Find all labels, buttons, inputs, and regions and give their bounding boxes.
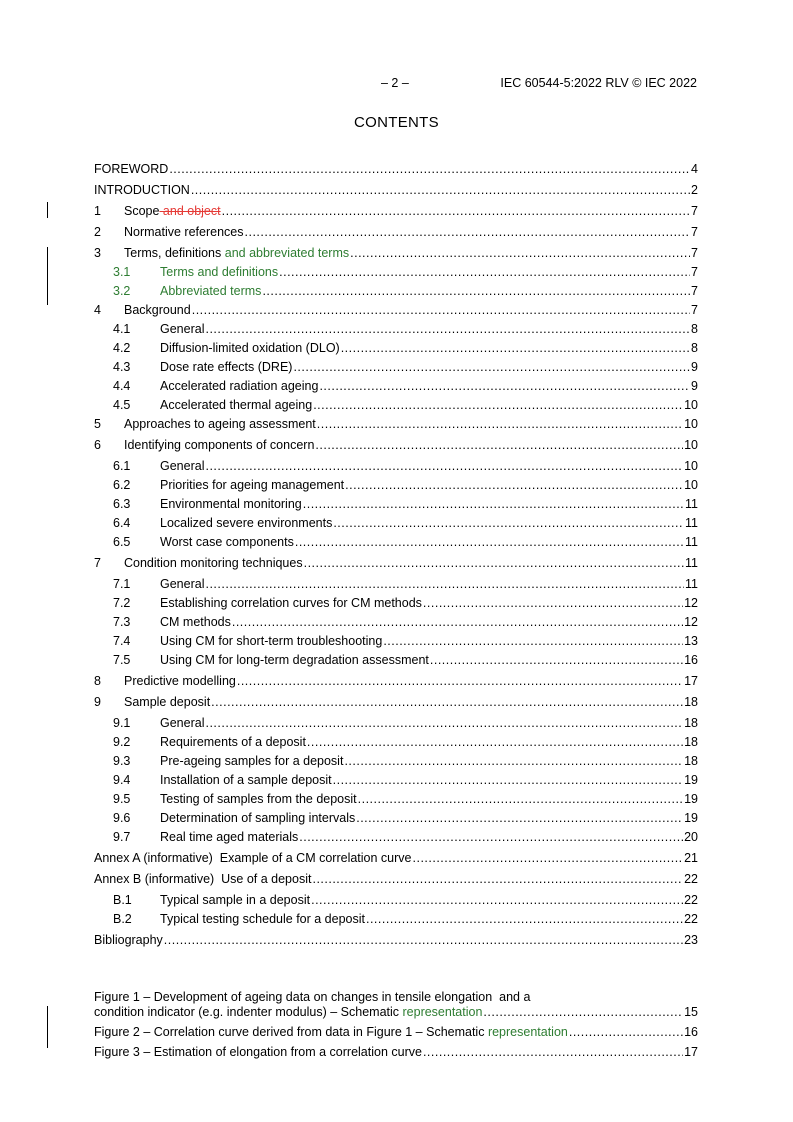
toc-entry-page: 10 (684, 417, 698, 431)
toc-entry-title: Worst case components (160, 535, 294, 549)
toc-entry-page: 7 (691, 204, 698, 218)
toc-entry-title: Annex A (informative) Example of a CM correlation curve (94, 851, 412, 865)
toc-entry[interactable] (94, 535, 698, 550)
toc-entry-title: General (160, 716, 205, 730)
toc-entry[interactable] (94, 417, 698, 432)
figure-1-line-1[interactable] (94, 990, 698, 1005)
toc-entry[interactable] (94, 596, 698, 611)
toc-entry-number: 4.3 (113, 360, 131, 374)
toc-entry[interactable] (94, 284, 698, 299)
toc-entry[interactable] (94, 912, 698, 927)
toc-entry-page: 18 (684, 735, 698, 749)
leader-dots (413, 851, 684, 866)
toc-entry-page: 8 (691, 322, 698, 336)
figure-1-title-start: Figure 1 – Development of ageing data on changes in tensile elongation and a (94, 990, 531, 1004)
toc-entry-title: Condition monitoring techniques (124, 556, 303, 570)
toc-entry-title: General (160, 459, 205, 473)
toc-entry-page: 4 (691, 162, 698, 176)
toc-entry[interactable] (94, 360, 698, 375)
toc-entry-page: 11 (685, 577, 698, 591)
figure-2-page: 16 (684, 1025, 698, 1039)
toc-entry[interactable] (94, 497, 698, 512)
toc-entry[interactable] (94, 478, 698, 493)
toc-entry-number: 4.2 (113, 341, 131, 355)
toc-entry-page: 11 (685, 556, 698, 570)
toc-entry[interactable] (94, 303, 698, 318)
toc-entry[interactable] (94, 872, 698, 887)
toc-entry[interactable] (94, 225, 698, 240)
toc-entry-number: 7.4 (113, 634, 131, 648)
toc-entry[interactable] (94, 754, 698, 769)
toc-entry[interactable] (94, 716, 698, 731)
leader-dots (345, 478, 683, 493)
toc-entry[interactable] (94, 811, 698, 826)
toc-entry-page: 17 (684, 674, 698, 688)
toc-entry[interactable] (94, 556, 698, 571)
leader-dots (423, 596, 683, 611)
toc-entry-title: Real time aged materials (160, 830, 299, 844)
toc-entry-number: 6.1 (113, 459, 131, 473)
toc-entry-page: 11 (685, 497, 698, 511)
toc-entry-title: Sample deposit (124, 695, 211, 709)
leader-dots (344, 754, 683, 769)
leader-dots (245, 225, 691, 240)
table-of-contents (94, 158, 698, 948)
leader-dots (299, 830, 683, 845)
toc-entry-title: Normative references (124, 225, 244, 239)
toc-entry-number: 6 (94, 438, 101, 452)
toc-entry-page: 8 (691, 341, 698, 355)
leader-dots (423, 1045, 683, 1060)
toc-entry-title: Approaches to ageing assessment (124, 417, 316, 431)
toc-entry-page: 2 (691, 183, 698, 197)
figure-3-entry[interactable] (94, 1045, 698, 1060)
leader-dots (293, 360, 690, 375)
toc-entry-number: 3.1 (113, 265, 131, 279)
toc-entry-number: 6.3 (113, 497, 131, 511)
toc-entry[interactable] (94, 341, 698, 356)
leader-dots (569, 1025, 683, 1040)
toc-entry-page: 10 (684, 398, 698, 412)
toc-entry-number: 7.2 (113, 596, 131, 610)
toc-entry-title: Identifying components of concern (124, 438, 315, 452)
toc-entry[interactable] (94, 577, 698, 592)
leader-dots (205, 459, 683, 474)
inserted-text: and abbreviated terms (221, 246, 350, 260)
toc-entry-page: 22 (684, 893, 698, 907)
toc-entry-page: 7 (691, 284, 698, 298)
toc-entry-page: 11 (685, 516, 698, 530)
leader-dots (205, 322, 690, 337)
toc-entry-page: 22 (684, 872, 698, 886)
toc-entry-title: Determination of sampling intervals (160, 811, 356, 825)
toc-entry[interactable] (94, 265, 698, 280)
toc-entry-title: Scope (124, 204, 160, 218)
toc-entry[interactable] (94, 246, 698, 261)
leader-dots (205, 716, 683, 731)
leader-dots (169, 162, 690, 177)
leader-dots (164, 933, 683, 948)
toc-entry[interactable] (94, 851, 698, 866)
toc-entry-title: Diffusion-limited oxidation (DLO) (160, 341, 340, 355)
leader-dots (279, 265, 690, 280)
toc-entry-number: B.2 (113, 912, 132, 926)
figure-2-inserted-text: representation (487, 1025, 568, 1039)
toc-entry-number: 9.4 (113, 773, 131, 787)
toc-entry-page: 19 (684, 773, 698, 787)
leader-dots (333, 773, 683, 788)
toc-entry-number: 6.4 (113, 516, 131, 530)
toc-entry-number: 9.3 (113, 754, 131, 768)
toc-entry-title: Abbreviated terms (160, 284, 262, 298)
leader-dots (237, 674, 683, 689)
document-id: IEC 60544-5:2022 RLV © IEC 2022 (500, 76, 697, 90)
toc-entry-title: Installation of a sample deposit (160, 773, 332, 787)
toc-entry-number: 5 (94, 417, 101, 431)
leader-dots (315, 438, 683, 453)
leader-dots (430, 653, 683, 668)
leader-dots (350, 246, 690, 261)
toc-entry-page: 22 (684, 912, 698, 926)
toc-entry-title: Bibliography (94, 933, 163, 947)
leader-dots (333, 516, 684, 531)
leader-dots (366, 912, 683, 927)
page-title: CONTENTS (354, 114, 439, 131)
deleted-text: and object (159, 204, 221, 218)
toc-entry-page: 7 (691, 265, 698, 279)
toc-entry-title: General (160, 322, 205, 336)
toc-entry[interactable] (94, 398, 698, 413)
toc-entry[interactable] (94, 933, 698, 948)
toc-entry-title: Establishing correlation curves for CM methods (160, 596, 422, 610)
toc-entry[interactable] (94, 162, 698, 177)
leader-dots (312, 872, 683, 887)
toc-entry-number: 9.6 (113, 811, 131, 825)
leader-dots (356, 811, 683, 826)
toc-entry-title: Requirements of a deposit (160, 735, 306, 749)
toc-entry-title: Localized severe environments (160, 516, 333, 530)
leader-dots (295, 535, 684, 550)
leader-dots (191, 183, 690, 198)
toc-entry-page: 9 (691, 360, 698, 374)
leader-dots (192, 303, 690, 318)
toc-entry-title: Using CM for short-term troubleshooting (160, 634, 383, 648)
toc-entry-title: Environmental monitoring (160, 497, 302, 511)
toc-entry[interactable] (94, 735, 698, 750)
figure-3-title: Figure 3 – Estimation of elongation from a correlation curve (94, 1045, 422, 1059)
toc-entry-page: 7 (691, 303, 698, 317)
toc-entry-number: 4 (94, 303, 101, 317)
toc-entry-page: 20 (684, 830, 698, 844)
toc-entry-number: 9.2 (113, 735, 131, 749)
toc-entry-number: 7.5 (113, 653, 131, 667)
toc-entry-title: Background (124, 303, 191, 317)
toc-entry-page: 9 (691, 379, 698, 393)
figure-1-page: 15 (684, 1005, 698, 1019)
change-bar (47, 202, 48, 218)
toc-entry-page: 21 (684, 851, 698, 865)
toc-entry-title: Testing of samples from the deposit (160, 792, 357, 806)
toc-entry[interactable] (94, 792, 698, 807)
toc-entry-title: FOREWORD (94, 162, 169, 176)
toc-entry-page: 18 (684, 754, 698, 768)
toc-entry-page: 7 (691, 225, 698, 239)
leader-dots (303, 497, 684, 512)
toc-entry[interactable] (94, 634, 698, 649)
figure-2-entry[interactable] (94, 1025, 698, 1040)
toc-entry-number: 3 (94, 246, 101, 260)
toc-entry[interactable] (94, 674, 698, 689)
leader-dots (313, 398, 683, 413)
toc-entry-page: 7 (691, 246, 698, 260)
toc-entry[interactable] (94, 322, 698, 337)
toc-entry-page: 13 (684, 634, 698, 648)
toc-entry-page: 16 (684, 653, 698, 667)
toc-entry-page: 19 (684, 792, 698, 806)
leader-dots (211, 695, 683, 710)
toc-entry-title: Accelerated radiation ageing (160, 379, 319, 393)
toc-entry[interactable] (94, 830, 698, 845)
figure-2-title: Figure 2 – Correlation curve derived from data in Figure 1 – Schematic (94, 1025, 488, 1039)
toc-entry-page: 10 (684, 478, 698, 492)
toc-entry-number: 8 (94, 674, 101, 688)
toc-entry-number: 2 (94, 225, 101, 239)
toc-entry-number: 9.7 (113, 830, 131, 844)
toc-entry-page: 18 (684, 716, 698, 730)
toc-entry-title: Accelerated thermal ageing (160, 398, 313, 412)
toc-entry[interactable] (94, 695, 698, 710)
leader-dots (358, 792, 683, 807)
toc-entry-page: 11 (685, 535, 698, 549)
toc-entry-page: 19 (684, 811, 698, 825)
leader-dots (307, 735, 683, 750)
toc-entry-number: 1 (94, 204, 101, 218)
leader-dots (262, 284, 690, 299)
leader-dots (304, 556, 684, 571)
figure-1-line-2[interactable] (94, 1005, 698, 1020)
page-header (0, 76, 793, 92)
toc-entry-number: 9.1 (113, 716, 131, 730)
leader-dots (383, 634, 683, 649)
toc-entry[interactable] (94, 379, 698, 394)
toc-entry-title: Typical sample in a deposit (160, 893, 311, 907)
toc-entry[interactable] (94, 615, 698, 630)
toc-entry[interactable] (94, 183, 698, 198)
toc-entry-title: Predictive modelling (124, 674, 236, 688)
leader-dots (205, 577, 684, 592)
toc-entry-title: Typical testing schedule for a deposit (160, 912, 365, 926)
toc-entry-number: 4.5 (113, 398, 131, 412)
leader-dots (232, 615, 683, 630)
figure-1-title-end: condition indicator (e.g. indenter modulus) – Schematic (94, 1005, 403, 1019)
toc-entry-title: Priorities for ageing management (160, 478, 345, 492)
leader-dots (222, 204, 690, 219)
figure-1-inserted-text: representation (402, 1005, 483, 1019)
toc-entry-page: 18 (684, 695, 698, 709)
toc-entry-number: B.1 (113, 893, 132, 907)
page-number: – 2 – (381, 76, 409, 90)
toc-entry-page: 12 (684, 596, 698, 610)
list-of-figures (94, 990, 698, 1060)
toc-entry[interactable] (94, 893, 698, 908)
change-bar (47, 1006, 48, 1048)
toc-entry-title: Pre-ageing samples for a deposit (160, 754, 344, 768)
toc-entry-title: Terms and definitions (160, 265, 279, 279)
toc-entry-number: 3.2 (113, 284, 131, 298)
toc-entry-page: 12 (684, 615, 698, 629)
toc-entry-page: 10 (684, 438, 698, 452)
toc-entry-page: 23 (684, 933, 698, 947)
toc-entry-title: INTRODUCTION (94, 183, 190, 197)
toc-entry-title: Terms, definitions (124, 246, 222, 260)
leader-dots (319, 379, 690, 394)
leader-dots (311, 893, 683, 908)
toc-entry-number: 4.4 (113, 379, 131, 393)
toc-entry-number: 4.1 (113, 322, 131, 336)
toc-entry-title: Annex B (informative) Use of a deposit (94, 872, 312, 886)
toc-entry-number: 9 (94, 695, 101, 709)
toc-entry-number: 9.5 (113, 792, 131, 806)
toc-entry-page: 10 (684, 459, 698, 473)
toc-entry[interactable] (94, 459, 698, 474)
toc-entry[interactable] (94, 438, 698, 453)
toc-entry[interactable] (94, 773, 698, 788)
toc-entry-title: CM methods (160, 615, 231, 629)
toc-entry-number: 6.2 (113, 478, 131, 492)
toc-entry-title: Using CM for long-term degradation assessment (160, 653, 429, 667)
leader-dots (341, 341, 690, 356)
toc-entry-title: Dose rate effects (DRE) (160, 360, 293, 374)
toc-entry-number: 7 (94, 556, 101, 570)
toc-entry[interactable] (94, 516, 698, 531)
toc-entry-number: 7.1 (113, 577, 131, 591)
leader-dots (483, 1005, 683, 1020)
toc-entry-title: General (160, 577, 205, 591)
figure-3-page: 17 (684, 1045, 698, 1059)
leader-dots (317, 417, 683, 432)
toc-entry[interactable] (94, 653, 698, 668)
toc-entry[interactable] (94, 204, 698, 219)
toc-entry-number: 6.5 (113, 535, 131, 549)
toc-entry-number: 7.3 (113, 615, 131, 629)
change-bar (47, 247, 48, 305)
